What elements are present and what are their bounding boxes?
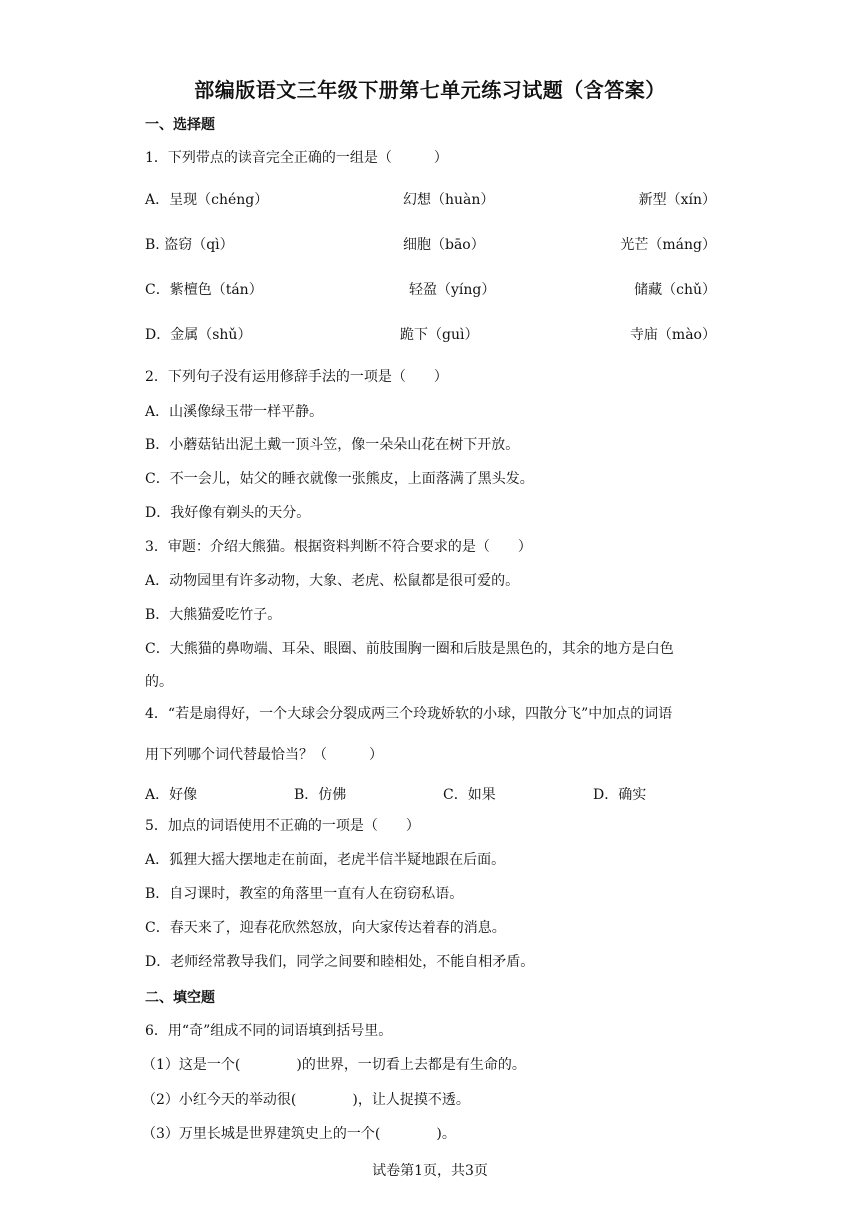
q6-item-2: （2）小红今天的举动很( )，让人捉摸不透。 [142, 1092, 470, 1108]
q1-option-a3: 新型（xín） [638, 192, 716, 208]
question-2-stem: 2．下列句子没有运用修辞手法的一项是（ ） [145, 369, 448, 385]
q5-option-b: B．自习课时，教室的角落里一直有人在窃窃私语。 [145, 886, 464, 902]
q1-option-c1: C．紫檀色（tán） [145, 282, 263, 298]
q6-item-3: （3）万里长城是世界建筑史上的一个( )。 [142, 1126, 456, 1142]
page-footer: 试卷第1页，共3页 [372, 1163, 488, 1179]
q1-option-a1: A．呈现（chéng） [145, 192, 269, 208]
q3-option-a: A．动物园里有许多动物，大象、老虎、松鼠都是很可爱的。 [145, 573, 520, 589]
q1-option-b1: B. 盗窃（qì） [145, 237, 234, 253]
q1-option-d3: 寺庙（mào） [629, 327, 716, 343]
question-4-stem: 4．“若是扇得好，一个大球会分裂成两三个玲珑娇软的小球，四散分飞”中加点的词语 [145, 706, 673, 722]
q5-option-a: A．狐狸大摇大摆地走在前面，老虎半信半疑地跟在后面。 [145, 852, 506, 868]
q5-option-c: C．春天来了，迎春花欣然怒放，向大家传达着春的消息。 [145, 920, 506, 936]
section-heading-choice: 一、选择题 [145, 117, 215, 133]
q1-option-a2: 幻想（huàn） [403, 192, 495, 208]
q1-option-b3: 光芒（máng） [620, 237, 716, 253]
q3-option-b: B．大熊猫爱吃竹子。 [145, 607, 282, 623]
question-3-stem: 3．审题：介绍大熊猫。根据资料判断不符合要求的是（ ） [145, 539, 532, 555]
q4-option-c: C．如果 [443, 787, 496, 803]
q5-option-d: D．老师经常教导我们，同学之间要和睦相处，不能自相矛盾。 [145, 954, 535, 970]
q2-option-d: D．我好像有剃头的天分。 [145, 505, 311, 521]
question-1-stem: 1．下列带点的读音完全正确的一组是（ ） [145, 150, 448, 166]
q2-option-a: A．山溪像绿玉带一样平静。 [145, 404, 324, 420]
question-4-stem-line2: 用下列哪个词代替最恰当？（ ） [145, 747, 383, 763]
q4-option-b: B．仿佛 [294, 787, 347, 803]
question-6-stem: 6．用“奇”组成不同的词语填到括号里。 [145, 1023, 393, 1039]
q3-option-c-continued: 的。 [145, 674, 173, 690]
q1-option-c3: 储藏（chǔ） [634, 282, 716, 298]
q1-option-d2: 跪下（guì） [400, 327, 479, 343]
section-heading-fill: 二、填空题 [145, 990, 215, 1006]
q4-option-a: A．好像 [145, 787, 198, 803]
q1-option-b2: 细胞（bāo） [403, 237, 485, 253]
q4-option-d: D．确实 [593, 787, 647, 803]
q2-option-b: B．小蘑菇钻出泥土戴一顶斗笠，像一朵朵山花在树下开放。 [145, 437, 520, 453]
q3-option-c: C．大熊猫的鼻吻端、耳朵、眼圈、前肢围胸一圈和后肢是黑色的，其余的地方是白色 [145, 641, 674, 657]
q6-item-1: （1）这是一个( )的世界，一切看上去都是有生命的。 [142, 1057, 526, 1073]
q1-option-d1: D．金属（shǔ） [145, 327, 252, 343]
q1-option-c2: 轻盈（yíng） [409, 282, 496, 298]
q2-option-c: C．不一会儿，姑父的睡衣就像一张熊皮，上面落满了黑头发。 [145, 471, 534, 487]
page-title: 部编版语文三年级下册第七单元练习试题（含答案） [194, 78, 666, 102]
question-5-stem: 5．加点的词语使用不正确的一项是（ ） [145, 818, 420, 834]
